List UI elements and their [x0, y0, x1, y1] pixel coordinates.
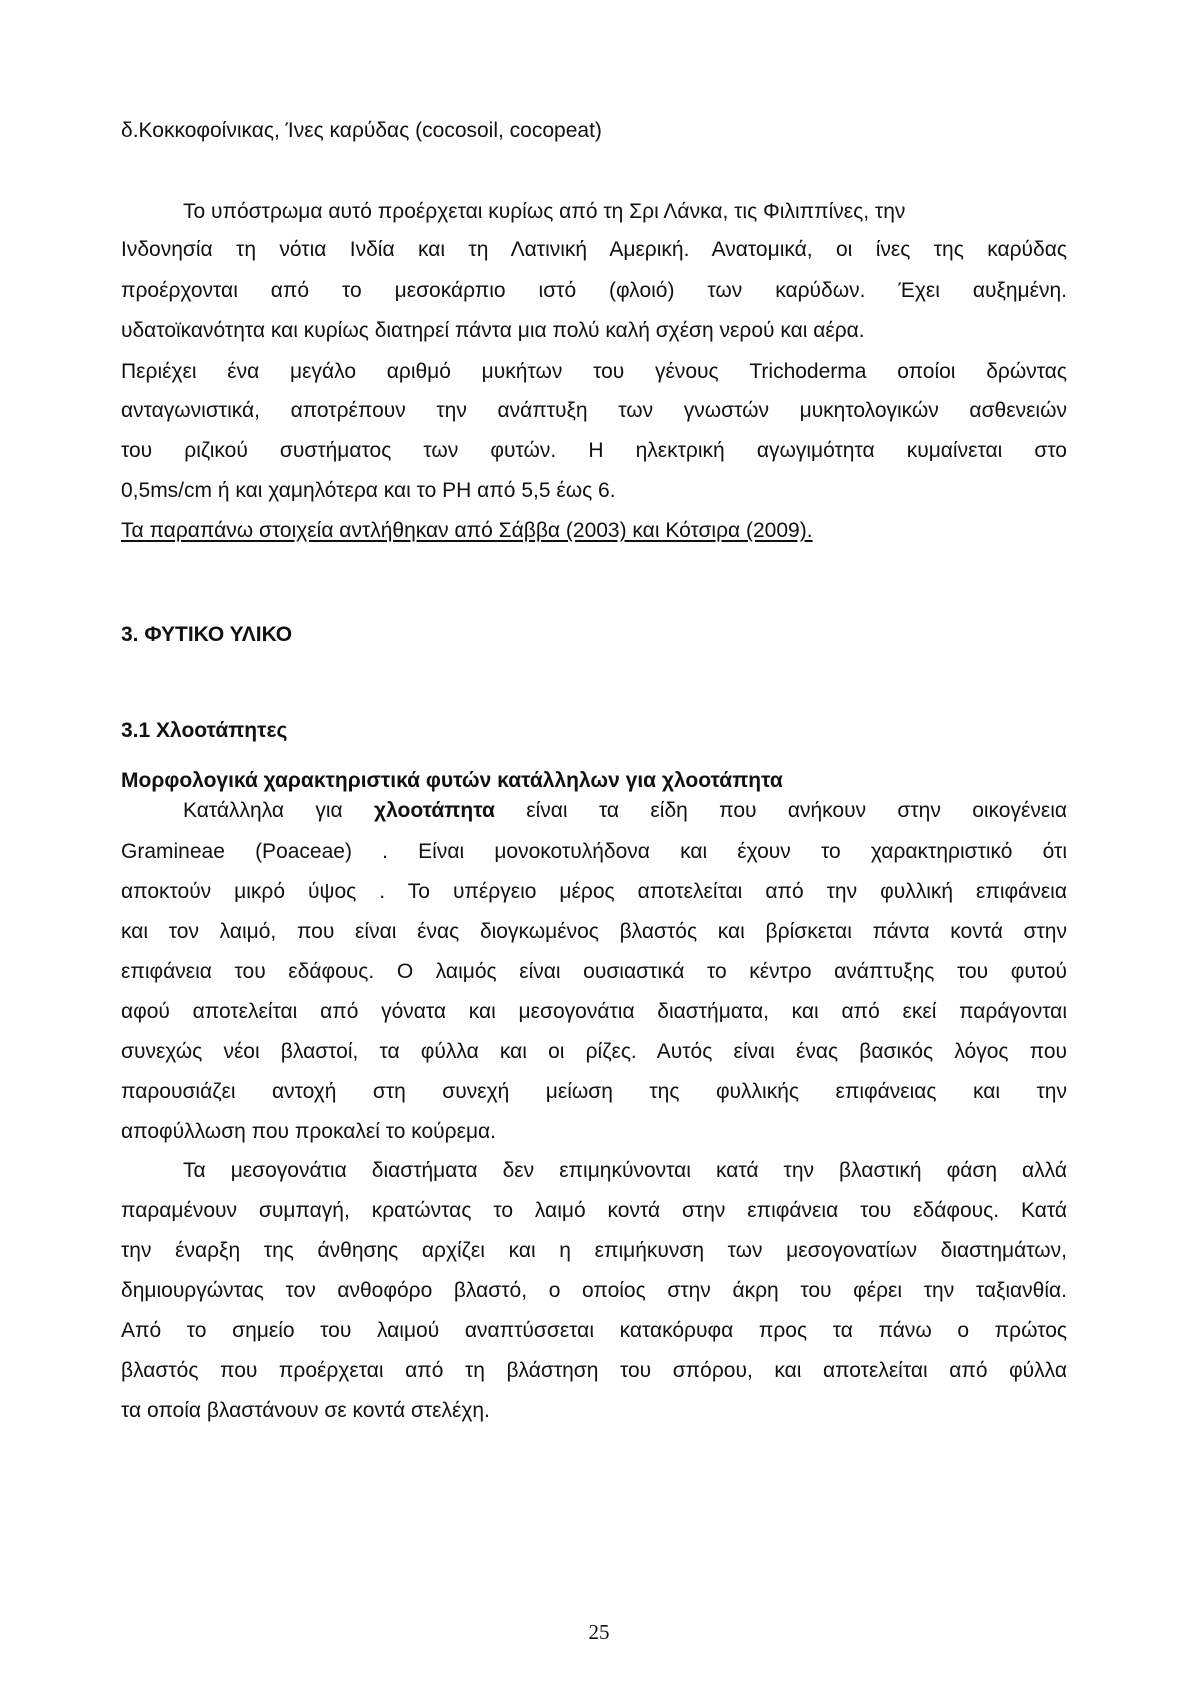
paragraph-line: 0,5ms/cm ή και χαμηλότερα και το PH από 5,5 έως 6.	[121, 479, 616, 502]
paragraph-line	[183, 798, 1067, 824]
subsection-heading-3-1: 3.1 Χλοοτάπητες	[121, 719, 288, 742]
paragraph-line: του ριζικού συστήματος των φυτών. Η ηλεκτρική αγωγιμότητα κυμαίνεται στο	[121, 439, 1067, 462]
paragraph-line: Ινδονησία τη νότια Ινδία και τη Λατινική Αμερική. Ανατομικά, οι ίνες της καρύδας	[121, 238, 1067, 261]
bold-title: Μορφολογικά χαρακτηριστικά φυτών κατάλληλων για χλοοτάπητα	[121, 769, 783, 792]
paragraph-line: Περιέχει ένα μεγάλο αριθμό μυκήτων του γένους Trichoderma οποίοι δρώντας	[121, 360, 1067, 383]
section-heading-d: δ.Κοκκοφοίνικας, Ίνες καρύδας (cocosoil, cocopeat)	[121, 119, 602, 142]
paragraph-line: τα οποία βλαστάνουν σε κοντά στελέχη.	[121, 1399, 490, 1422]
paragraph-line: παραμένουν συμπαγή, κρατώντας το λαιμό κοντά στην επιφάνεια του εδάφους. Κατά	[121, 1199, 1067, 1222]
paragraph-line: την έναρξη της άνθησης αρχίζει και η επιμήκυνση των μεσογονατίων διαστημάτων,	[121, 1239, 1067, 1262]
text-run: είναι τα είδη που ανήκουν στην οικογένεια	[494, 799, 1067, 822]
paragraph-line: προέρχονται από το μεσοκάρπιο ιστό (φλοιό) των καρύδων. Έχει αυξημένη.	[121, 279, 1067, 302]
paragraph-line: και τον λαιμό, που είναι ένας διογκωμένος βλαστός και βρίσκεται πάντα κοντά στην	[121, 920, 1067, 943]
paragraph-line: Από το σημείο του λαιμού αναπτύσσεται κατακόρυφα προς τα πάνω ο πρώτος	[121, 1319, 1067, 1342]
section-heading-3: 3. ΦΥΤΙΚΟ ΥΛΙΚΟ	[121, 623, 293, 646]
paragraph-line: ανταγωνιστικά, αποτρέπουν την ανάπτυξη των γνωστών μυκητολογικών ασθενειών	[121, 399, 1067, 422]
source-citation: Τα παραπάνω στοιχεία αντλήθηκαν από Σάββα (2003) και Κότσιρα (2009).	[121, 519, 813, 542]
bold-term: χλοοτάπητα	[374, 799, 495, 822]
paragraph-line: συνεχώς νέοι βλαστοί, τα φύλλα και οι ρίζες. Αυτός είναι ένας βασικός λόγος που	[121, 1040, 1067, 1063]
paragraph-line: βλαστός που προέρχεται από τη βλάστηση του σπόρου, και αποτελείται από φύλλα	[121, 1359, 1067, 1382]
paragraph-line: αποκτούν μικρό ύψος . Το υπέργειο μέρος αποτελείται από την φυλλική επιφάνεια	[121, 880, 1067, 903]
paragraph-line: υδατοϊκανότητα και κυρίως διατηρεί πάντα μια πολύ καλή σχέση νερού και αέρα.	[121, 319, 865, 342]
paragraph-line: αφού αποτελείται από γόνατα και μεσογονάτια διαστήματα, και από εκεί παράγονται	[121, 1000, 1067, 1023]
page-number: 25	[588, 1620, 610, 1644]
paragraph-line: παρουσιάζει αντοχή στη συνεχή μείωση της φυλλικής επιφάνειας και την	[121, 1080, 1067, 1103]
paragraph-line: αποφύλλωση που προκαλεί το κούρεμα.	[121, 1120, 497, 1143]
paragraph-line: Το υπόστρωμα αυτό προέρχεται κυρίως από τη Σρι Λάνκα, τις Φιλιππίνες, την	[183, 200, 906, 223]
paragraph-line: Gramineae (Poaceae) . Είναι μονοκοτυλήδονα και έχουν το χαρακτηριστικό ότι	[121, 840, 1067, 863]
paragraph-line: δημιουργώντας τον ανθοφόρο βλαστό, ο οποίος στην άκρη του φέρει την ταξιανθία.	[121, 1279, 1067, 1302]
paragraph-line: Τα μεσογονάτια διαστήματα δεν επιμηκύνονται κατά την βλαστική φάση αλλά	[183, 1159, 1067, 1182]
paragraph-line: επιφάνεια του εδάφους. Ο λαιμός είναι ουσιαστικά το κέντρο ανάπτυξης του φυτού	[121, 960, 1067, 983]
text-run: Κατάλληλα για	[183, 799, 375, 822]
